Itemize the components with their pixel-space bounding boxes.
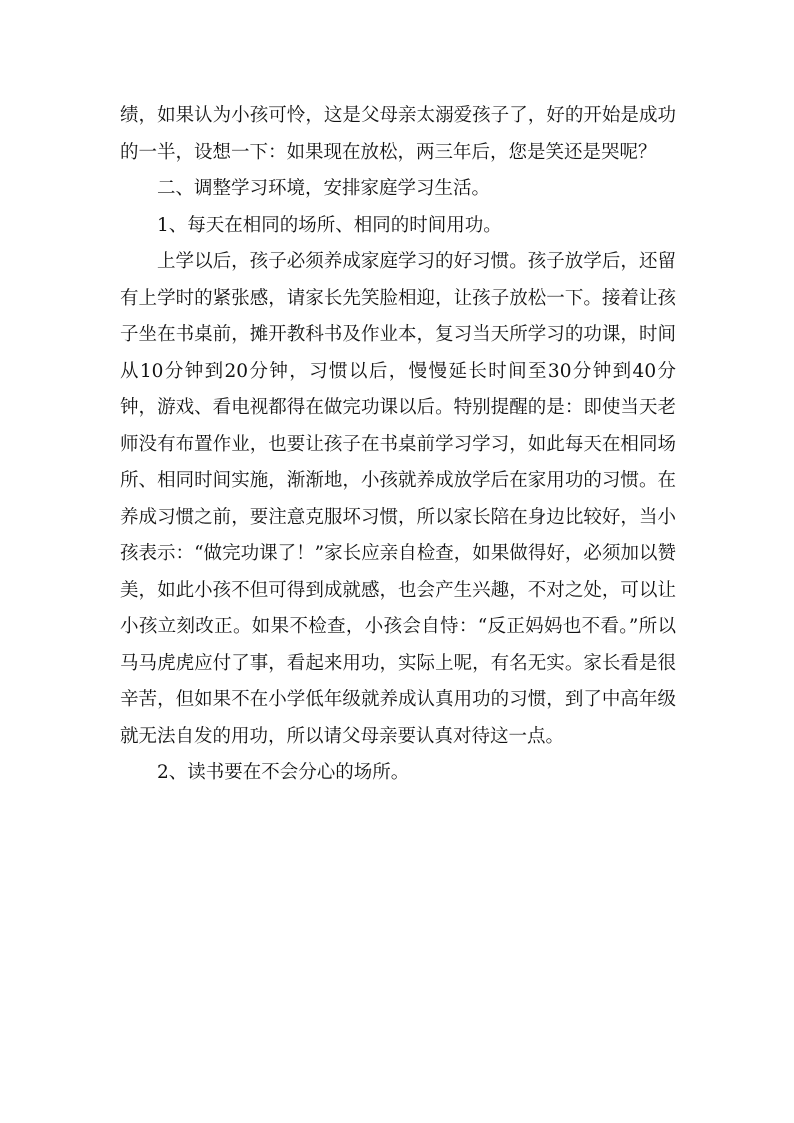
subsection-heading-1: 1、每天在相同的场所、相同的时间用功。 (157, 214, 502, 236)
paragraph-study-habit: 上学以后，孩子必须养成家庭学习的好习惯。孩子放学后，还留有上学时的紧张感，请家长先笑脸相迎，让孩子放松一下。接着让孩子坐在书桌前，摊开教科书及作业本，复习当天所学习的功课，时间从10分钟到20分钟，习惯以后，慢慢延长时间至30分钟到40分钟，游戏、看电视都得在做完功课以后。特别提醒的是：即使当天老师没有布置作业，也要让孩子在书桌前学习学习，如此每天在相同场所、相同时间实施，渐渐地，小孩就养成放学后在家用功的习惯。在养成习惯之前，要注意克服坏习惯，所以家长陪在身边比较好，当小孩表示：“做完功课了！”家长应亲自检查，如果做得好，必须加以赞美，如此小孩不但可得到成就感，也会产生兴趣，不对之处，可以让小孩立刻改正。如果不检查，小孩会自恃：“反正妈妈也不看。”所以马马虎虎应付了事，看起来用功，实际上呢，有名无实。家长看是很辛苦，但如果不在小学低年级就养成认真用功的习惯，到了中高年级就无法自发的用功，所以请父母亲要认真对待这一点。 (120, 251, 676, 747)
section-heading: 二、调整学习环境，安排家庭学习生活。 (157, 178, 491, 199)
body-text (120, 98, 676, 792)
paragraph-continuation: 绩，如果认为小孩可怜，这是父母亲太溺爱孩子了，好的开始是成功的一半，设想一下：如果现在放松，两三年后，您是笑还是哭呢？ (120, 105, 676, 163)
subsection-heading-2: 2、读书要在不会分心的场所。 (157, 762, 410, 783)
